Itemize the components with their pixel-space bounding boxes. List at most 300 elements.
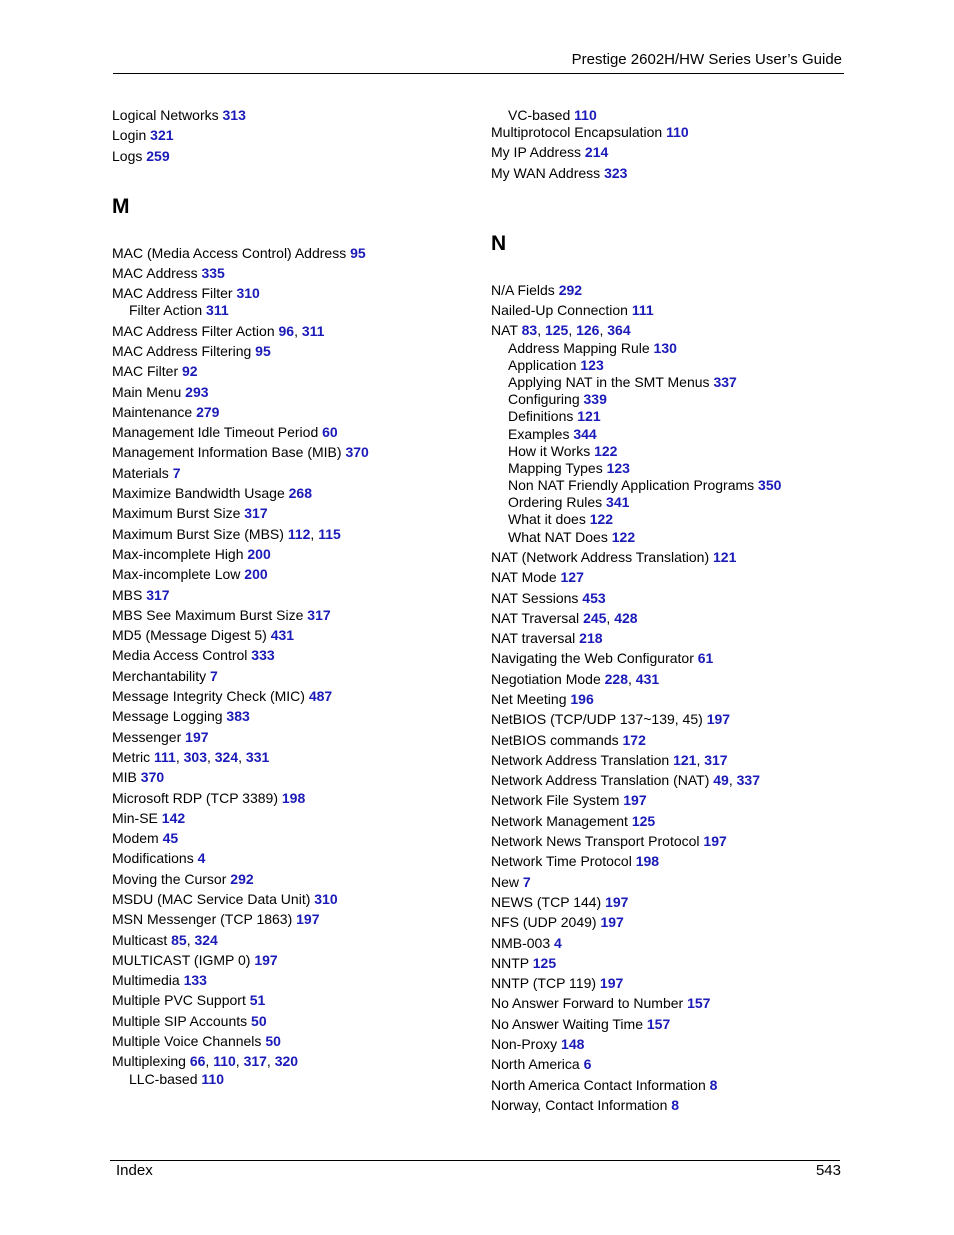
page-link[interactable]: 7 — [210, 667, 218, 684]
page-link[interactable]: 7 — [522, 873, 531, 890]
index-term: Maximum Burst Size (MBS) — [112, 525, 284, 542]
page-link[interactable]: 214 — [584, 144, 609, 161]
index-term: Configuring — [508, 391, 580, 408]
page-link[interactable]: 125 — [631, 812, 656, 829]
index-subentry — [491, 494, 851, 511]
index-entry — [112, 627, 472, 644]
page-link[interactable]: 45 — [162, 830, 179, 847]
index-entry — [112, 363, 472, 380]
page-link[interactable]: 198 — [281, 789, 306, 806]
index-entry — [491, 792, 851, 809]
index-term: Materials — [112, 464, 169, 481]
page-link[interactable]: 122 — [611, 528, 636, 545]
index-term: Definitions — [508, 408, 574, 425]
page-link[interactable]: 121 — [673, 751, 697, 768]
index-entry: Maximum Burst Size (MBS) 112, 115 — [112, 525, 341, 542]
index-term: NAT Sessions — [491, 589, 579, 606]
page-link[interactable]: 125 — [532, 954, 557, 971]
index-term: Logical Networks — [112, 107, 219, 123]
index-term: Multimedia — [112, 972, 180, 989]
index-entry — [112, 127, 472, 144]
page-link[interactable]: 61 — [697, 650, 714, 667]
index-term: Multiplexing — [112, 1053, 186, 1070]
index-entry — [112, 911, 472, 928]
index-subentry — [491, 529, 851, 546]
page-link[interactable]: 110 — [201, 1070, 224, 1087]
page-link[interactable]: 172 — [622, 731, 646, 748]
index-term: MAC Address Filter — [112, 285, 233, 302]
index-entry — [112, 850, 472, 867]
index-term: Navigating the Web Configurator — [491, 650, 694, 667]
index-entry — [112, 1013, 472, 1030]
page-link[interactable]: 317 — [243, 1053, 267, 1070]
index-entry — [491, 975, 851, 992]
index-entry — [112, 708, 472, 725]
index-entry — [491, 165, 851, 182]
index-entry: NAT 83, 125, 126, 364 — [491, 322, 631, 339]
index-term: MAC (Media Access Control) Address — [112, 244, 347, 261]
footer-section-name: Index — [116, 1162, 153, 1179]
page-link[interactable]: 292 — [558, 281, 583, 298]
index-subentry — [491, 357, 851, 374]
index-term: Min-SE — [112, 809, 158, 826]
index-term: Address Mapping Rule — [508, 339, 650, 356]
index-entry — [112, 444, 472, 461]
index-entry — [491, 630, 851, 647]
index-entry — [491, 549, 851, 566]
index-entry: Network Address Translation 121, 317 — [491, 751, 728, 768]
index-entry — [491, 853, 851, 870]
page-link[interactable]: 335 — [201, 264, 225, 281]
index-term: Non-Proxy — [491, 1036, 558, 1053]
page-link[interactable]: 303 — [183, 748, 207, 765]
page-link[interactable]: 279 — [196, 403, 220, 420]
index-entry — [491, 935, 851, 952]
page-link[interactable]: 133 — [183, 972, 207, 989]
index-term: N/A Fields — [491, 281, 555, 298]
index-entry — [491, 107, 851, 124]
index-term: Multiple SIP Accounts — [112, 1012, 248, 1029]
index-entry — [491, 1016, 851, 1033]
page-link[interactable]: 218 — [579, 630, 603, 647]
index-term: NetBIOS (TCP/UDP 137~139, 45) — [491, 711, 703, 728]
index-term: Max-incomplete High — [112, 545, 244, 562]
page-link[interactable]: 311 — [301, 322, 325, 339]
index-term: Non NAT Friendly Application Programs — [508, 477, 755, 494]
page-link[interactable]: 110 — [213, 1053, 236, 1070]
index-entry — [491, 1056, 851, 1073]
page-link[interactable]: 122 — [594, 442, 618, 459]
page-link[interactable]: 111 — [631, 302, 654, 319]
index-subentry — [491, 391, 851, 408]
index-entry — [112, 830, 472, 847]
index-entry — [491, 569, 851, 586]
page-link[interactable]: 324 — [194, 931, 218, 948]
page-link[interactable]: 110 — [666, 124, 689, 141]
index-subentry — [491, 374, 851, 391]
page-link[interactable]: 198 — [635, 853, 660, 870]
index-term: Multicast — [112, 931, 168, 948]
index-subentry — [112, 302, 472, 319]
index-entry — [491, 282, 851, 299]
page-link[interactable]: 115 — [318, 525, 341, 542]
page-link[interactable]: 200 — [247, 545, 271, 562]
index-term: New — [491, 873, 520, 890]
page-link[interactable]: 228 — [604, 670, 628, 687]
index-entry — [112, 607, 472, 624]
page-link[interactable]: 157 — [646, 1015, 671, 1032]
index-subentry — [491, 426, 851, 443]
index-term: Login — [112, 127, 147, 144]
page-link[interactable]: 197 — [296, 911, 320, 928]
index-entry — [491, 914, 851, 931]
page-link[interactable]: 125 — [544, 322, 569, 339]
index-term: How it Works — [508, 442, 591, 459]
index-entry: Network Address Translation (NAT) 49, 337 — [491, 772, 760, 789]
index-term: VC-based — [508, 107, 571, 123]
index-entry — [112, 688, 472, 705]
index-entry — [112, 485, 472, 502]
index-entry — [112, 871, 472, 888]
index-term: MULTICAST (IGMP 0) — [112, 951, 251, 968]
page-link[interactable]: 310 — [314, 890, 338, 907]
index-term: Main Menu — [112, 383, 182, 400]
index-entry — [112, 265, 472, 282]
index-term: Modem — [112, 830, 159, 847]
page-link[interactable]: 50 — [265, 1033, 281, 1050]
page-link[interactable]: 197 — [185, 728, 209, 745]
index-entry — [491, 833, 851, 850]
page-link[interactable]: 339 — [583, 391, 607, 408]
page-link[interactable]: 331 — [245, 748, 270, 765]
index-term: NAT — [491, 322, 518, 339]
index-term: Metric — [112, 748, 151, 765]
page-link[interactable]: 350 — [758, 477, 782, 494]
page-link[interactable]: 370 — [140, 769, 165, 786]
page-link[interactable]: 370 — [345, 444, 369, 461]
page-link[interactable]: 313 — [222, 107, 246, 123]
index-entry — [112, 343, 472, 360]
index-term: Merchantability — [112, 667, 207, 684]
page-link[interactable]: 121 — [577, 408, 601, 425]
index-term: MD5 (Message Digest 5) — [112, 627, 267, 644]
index-term: Network News Transport Protocol — [491, 833, 700, 850]
index-entry — [112, 891, 472, 908]
section-letter-n: N — [491, 231, 507, 255]
index-entry — [491, 1077, 851, 1094]
page-link[interactable]: 85 — [171, 931, 187, 948]
index-term: Multiprotocol Encapsulation — [491, 124, 663, 141]
index-term: NAT (Network Address Translation) — [491, 548, 710, 565]
index-entry — [112, 810, 472, 827]
index-entry — [112, 546, 472, 563]
page-link[interactable]: 431 — [635, 670, 660, 687]
index-term: Examples — [508, 425, 570, 442]
index-entry — [112, 384, 472, 401]
index-entry — [112, 1033, 472, 1050]
page-link[interactable]: 96 — [278, 322, 295, 339]
page-link[interactable]: 197 — [599, 975, 624, 992]
page-link[interactable]: 66 — [189, 1053, 206, 1070]
page-link[interactable]: 49 — [713, 772, 729, 789]
page-link[interactable]: 130 — [653, 339, 677, 356]
page-link[interactable]: 111 — [154, 748, 176, 765]
page-link[interactable]: 259 — [146, 147, 170, 164]
index-subentry — [491, 511, 851, 528]
index-term: MAC Address — [112, 264, 198, 281]
page-link[interactable]: 197 — [605, 893, 629, 910]
index-term: Network File System — [491, 792, 620, 809]
index-entry — [491, 691, 851, 708]
index-term: Nailed-Up Connection — [491, 302, 628, 319]
top-entries-right — [491, 107, 851, 182]
page-link[interactable]: 200 — [244, 566, 268, 583]
page-link[interactable]: 487 — [308, 688, 333, 705]
page-link[interactable]: 126 — [576, 322, 600, 339]
page-link[interactable]: 197 — [706, 711, 731, 728]
index-term: North America — [491, 1056, 580, 1073]
page-link[interactable]: 337 — [736, 772, 760, 789]
entries-n — [491, 282, 851, 1114]
index-term: Network Management — [491, 812, 628, 829]
index-term: MIB — [112, 769, 137, 786]
index-subentry — [491, 340, 851, 357]
index-entry — [491, 813, 851, 830]
index-term: Maximize Bandwidth Usage — [112, 485, 285, 502]
index-term: Management Information Base (MIB) — [112, 444, 342, 461]
page-link[interactable]: 364 — [607, 322, 631, 339]
page-link[interactable]: 123 — [580, 356, 604, 373]
index-entry — [491, 955, 851, 972]
entries-m — [112, 245, 472, 1088]
index-entry — [491, 124, 851, 141]
index-entry: Multiplexing 66, 110, 317, 320 — [112, 1053, 299, 1070]
page-link[interactable]: 7 — [172, 464, 181, 481]
index-entry — [112, 668, 472, 685]
index-term: NNTP (TCP 119) — [491, 975, 597, 992]
index-entry: Multicast 85, 324 — [112, 931, 218, 948]
index-column-right — [491, 107, 851, 1117]
header-divider — [113, 73, 844, 74]
index-term: Filter Action — [129, 302, 203, 319]
index-entry — [112, 972, 472, 989]
index-entry — [112, 729, 472, 746]
page-link[interactable]: 110 — [574, 107, 597, 123]
index-entry — [491, 650, 851, 667]
index-entry — [112, 992, 472, 1009]
page-link[interactable]: 92 — [182, 363, 198, 380]
page-link[interactable]: 51 — [249, 992, 266, 1009]
index-term: NAT traversal — [491, 630, 576, 647]
index-entry — [491, 1036, 851, 1053]
page-link[interactable]: 95 — [255, 342, 271, 359]
index-term: NAT Traversal — [491, 609, 580, 626]
index-term: Network Address Translation — [491, 751, 670, 768]
index-term: Norway, Contact Information — [491, 1096, 668, 1113]
index-term: My WAN Address — [491, 164, 601, 181]
page-link[interactable]: 60 — [322, 424, 338, 441]
page-link[interactable]: 197 — [600, 914, 624, 931]
page-link[interactable]: 341 — [606, 494, 630, 511]
top-entries-left — [112, 107, 472, 165]
page-link[interactable]: 148 — [561, 1036, 585, 1053]
index-term: MAC Address Filtering — [112, 342, 252, 359]
page-link[interactable]: 268 — [288, 485, 312, 502]
page-link[interactable]: 323 — [604, 164, 628, 181]
index-entry — [491, 995, 851, 1012]
index-entry — [112, 285, 472, 302]
index-term: Messenger — [112, 728, 182, 745]
index-term: Logs — [112, 147, 143, 164]
index-entry — [112, 587, 472, 604]
index-entry — [112, 148, 472, 165]
footer-divider — [110, 1160, 840, 1161]
page-link[interactable]: 8 — [671, 1096, 680, 1113]
page-link[interactable]: 320 — [274, 1053, 299, 1070]
index-entry — [491, 1097, 851, 1114]
index-term: Multiple PVC Support — [112, 992, 246, 1009]
page-link[interactable]: 112 — [287, 525, 311, 542]
page-link[interactable]: 431 — [270, 627, 295, 644]
index-term: Ordering Rules — [508, 494, 603, 511]
index-term: MSN Messenger (TCP 1863) — [112, 911, 293, 928]
index-entry — [112, 952, 472, 969]
page-link[interactable]: 337 — [713, 373, 737, 390]
page-link[interactable]: 197 — [703, 833, 727, 850]
index-entry — [491, 894, 851, 911]
index-entry: Negotiation Mode 228, 431 — [491, 670, 660, 687]
index-term: North America Contact Information — [491, 1076, 706, 1093]
section-letter-m: M — [112, 194, 130, 218]
index-term: No Answer Forward to Number — [491, 995, 684, 1012]
index-entry: Metric 111, 303, 324, 331 — [112, 748, 270, 765]
index-entry — [112, 769, 472, 786]
page-link[interactable]: 245 — [583, 609, 607, 626]
index-entry — [491, 144, 851, 161]
index-entry — [491, 711, 851, 728]
index-entry — [112, 465, 472, 482]
index-term: NAT Mode — [491, 569, 557, 586]
page-link[interactable]: 142 — [161, 809, 186, 826]
page-link[interactable]: 121 — [713, 548, 737, 565]
index-term: Microsoft RDP (TCP 3389) — [112, 789, 278, 806]
index-term: Moving the Cursor — [112, 870, 227, 887]
index-term: Network Time Protocol — [491, 853, 632, 870]
index-term: My IP Address — [491, 144, 582, 161]
index-term: No Answer Waiting Time — [491, 1015, 643, 1032]
page-link[interactable]: 122 — [589, 511, 614, 528]
index-entry — [491, 874, 851, 891]
page-link[interactable]: 8 — [709, 1076, 718, 1093]
index-term: NNTP — [491, 954, 529, 971]
page-link[interactable]: 344 — [573, 425, 597, 442]
index-entry — [112, 566, 472, 583]
page-link[interactable]: 157 — [687, 995, 711, 1012]
page-link[interactable]: 453 — [582, 589, 606, 606]
page-link[interactable]: 127 — [560, 569, 584, 586]
index-entry — [491, 732, 851, 749]
page-link[interactable]: 324 — [214, 748, 239, 765]
page-link[interactable]: 317 — [146, 586, 170, 603]
index-term: Application — [508, 356, 577, 373]
index-term: NEWS (TCP 144) — [491, 893, 602, 910]
index-term: Modifications — [112, 850, 194, 867]
page-link[interactable]: 196 — [570, 691, 594, 707]
index-subentry — [491, 477, 851, 494]
page-link[interactable]: 310 — [236, 285, 260, 302]
index-subentry — [491, 443, 851, 460]
page-link[interactable]: 83 — [521, 322, 538, 339]
index-entry — [112, 790, 472, 807]
page-link[interactable]: 317 — [244, 505, 268, 522]
page-link[interactable]: 50 — [251, 1012, 267, 1029]
index-term: Message Integrity Check (MIC) — [112, 688, 305, 705]
index-entry — [112, 505, 472, 522]
index-term: NMB-003 — [491, 934, 551, 951]
page-link[interactable]: 4 — [197, 850, 206, 867]
running-header-title: Prestige 2602H/HW Series User’s Guide — [571, 51, 842, 68]
index-term: Message Logging — [112, 708, 223, 725]
index-entry — [112, 424, 472, 441]
index-term: Mapping Types — [508, 459, 603, 476]
index-term: MAC Filter — [112, 363, 179, 380]
index-entry — [112, 245, 472, 262]
page-link[interactable]: 123 — [606, 459, 630, 476]
index-term: NetBIOS commands — [491, 731, 619, 748]
index-entry: MAC Address Filter Action 96, 311 — [112, 322, 325, 339]
page-link[interactable]: 333 — [251, 647, 275, 664]
page-link[interactable]: 311 — [206, 302, 229, 319]
page-link[interactable]: 6 — [583, 1056, 592, 1073]
index-term: Negotiation Mode — [491, 670, 601, 687]
index-entry — [112, 647, 472, 664]
index-term: Network Address Translation (NAT) — [491, 772, 710, 789]
page-link[interactable]: 317 — [307, 606, 331, 623]
index-term: What NAT Does — [508, 528, 608, 545]
index-term: Max-incomplete Low — [112, 566, 241, 583]
index-term: MAC Address Filter Action — [112, 322, 275, 339]
footer-page-number: 543 — [815, 1162, 841, 1179]
page-link[interactable]: 321 — [150, 127, 174, 144]
page-link[interactable]: 428 — [614, 609, 638, 626]
page-link[interactable]: 293 — [185, 383, 209, 400]
index-term: NFS (UDP 2049) — [491, 914, 597, 931]
index-term: MBS See Maximum Burst Size — [112, 606, 304, 623]
index-entry — [491, 590, 851, 607]
index-column-left — [112, 107, 472, 1091]
index-subentry — [112, 1071, 472, 1088]
index-entry: NAT Traversal 245, 428 — [491, 609, 638, 626]
index-term: Multiple Voice Channels — [112, 1033, 262, 1050]
index-term: Management Idle Timeout Period — [112, 424, 319, 441]
page-link[interactable]: 292 — [230, 870, 254, 887]
page-link[interactable]: 383 — [226, 708, 250, 725]
index-subentry — [491, 460, 851, 477]
page-link[interactable]: 197 — [254, 951, 278, 968]
page-link[interactable]: 95 — [350, 244, 366, 261]
index-term: Maximum Burst Size — [112, 505, 241, 522]
index-entry — [491, 302, 851, 319]
index-term: Media Access Control — [112, 647, 248, 664]
page-link[interactable]: 4 — [554, 934, 562, 951]
page-link[interactable]: 197 — [623, 792, 647, 809]
index-entry — [112, 107, 472, 124]
index-subentry — [491, 408, 851, 425]
index-term: What it does — [508, 511, 586, 528]
index-term: MBS — [112, 586, 143, 603]
page-link[interactable]: 317 — [704, 751, 728, 768]
index-term: Net Meeting — [491, 691, 567, 707]
